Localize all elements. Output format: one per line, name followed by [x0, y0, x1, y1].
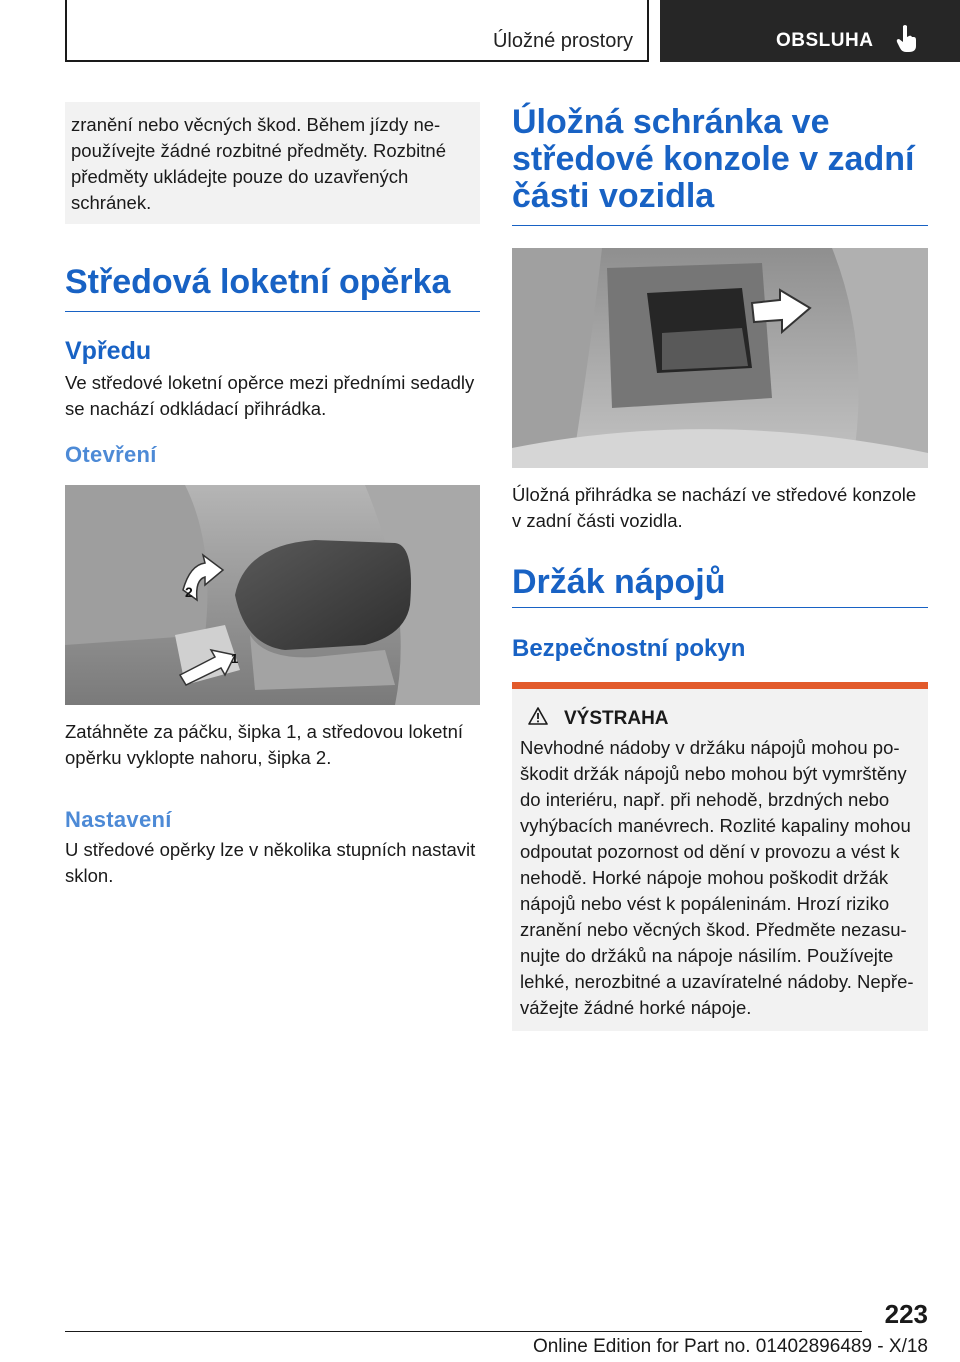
warning-strip [512, 682, 928, 689]
warning-label: VÝSTRAHA [564, 708, 669, 729]
warning-header [520, 707, 922, 731]
footer-edition: Online Edition for Part no. 01402896489 - X/18 [532, 1336, 928, 1357]
warning-continuation-text: zranění nebo věcných škod. Během jízdy nepoužívejte žádné rozbitné předměty. Rozbitné předměty ukládejte pouze do uzavřených schránek. [71, 114, 447, 213]
storage-text: Úložná přihrádka se nachází ve středové konzole v zadní části vozidla. [512, 484, 917, 531]
warning-triangle-icon [528, 707, 548, 731]
arrow-label-1: 1 [231, 651, 239, 666]
warning-text: Nevhodné nádoby v držáku nápojů mohou poškodit držák nápojů nebo mohou být vymrštěny do interiéru, např. při nehodě, brzdných nebo vyhýbacích manévrech. Rozlité kapaliny mohou odpoutat pozornost od dění v provozu a vést k nehodě. Horké nápoje mohou poškodit držák nápojů nebo vést k popáleninám. Hrozí riziko zranění nebo věcných škod. Předměte nezasunujte do držáků na nápoje násilím. Používejte lehké, nerozbitné a uzavíratelné nádoby. Nepřevážejte žádné horké nápoje. [520, 737, 914, 1018]
adjust-text: U středové opěrky lze v několika stupních nastavit sklon. [65, 839, 476, 886]
pointing-hand-icon [896, 24, 918, 59]
open-heading: Otevření [65, 442, 157, 467]
header-section-title: Úložné prostory [492, 30, 633, 52]
rear-console-image [512, 248, 928, 468]
warning-box [512, 689, 928, 1031]
front-text: Ve středové loketní opěrce mezi předními sedadly se nachází odkládací přihrádka. [65, 372, 475, 419]
safety-heading: Bezpečnostní pokyn [512, 635, 746, 662]
header-section-tab [65, 0, 649, 62]
page-number: 223 [884, 1299, 928, 1329]
storage-title: Úložná schránka ve středové konzole v zadní části vozidla [512, 102, 928, 226]
right-column [512, 102, 928, 1031]
header-chapter-title: OBSLUHA [776, 30, 874, 51]
armrest-title: Středová loketní opěrka [65, 264, 480, 312]
footer-rule [65, 1331, 862, 1332]
open-text: Zatáhněte za páčku, šipka 1, a středovou loketní opěrku vyklopte nahoru, šipka 2. [65, 721, 463, 768]
left-column [65, 102, 480, 889]
warning-continuation-box [65, 102, 480, 224]
front-heading: Vpředu [65, 337, 152, 365]
header-chapter-tab [660, 0, 960, 62]
adjust-heading: Nastavení [65, 807, 172, 832]
cupholder-title: Držák nápojů [512, 564, 928, 608]
armrest-opening-image [65, 485, 480, 705]
arrow-label-2: 2 [185, 584, 193, 600]
